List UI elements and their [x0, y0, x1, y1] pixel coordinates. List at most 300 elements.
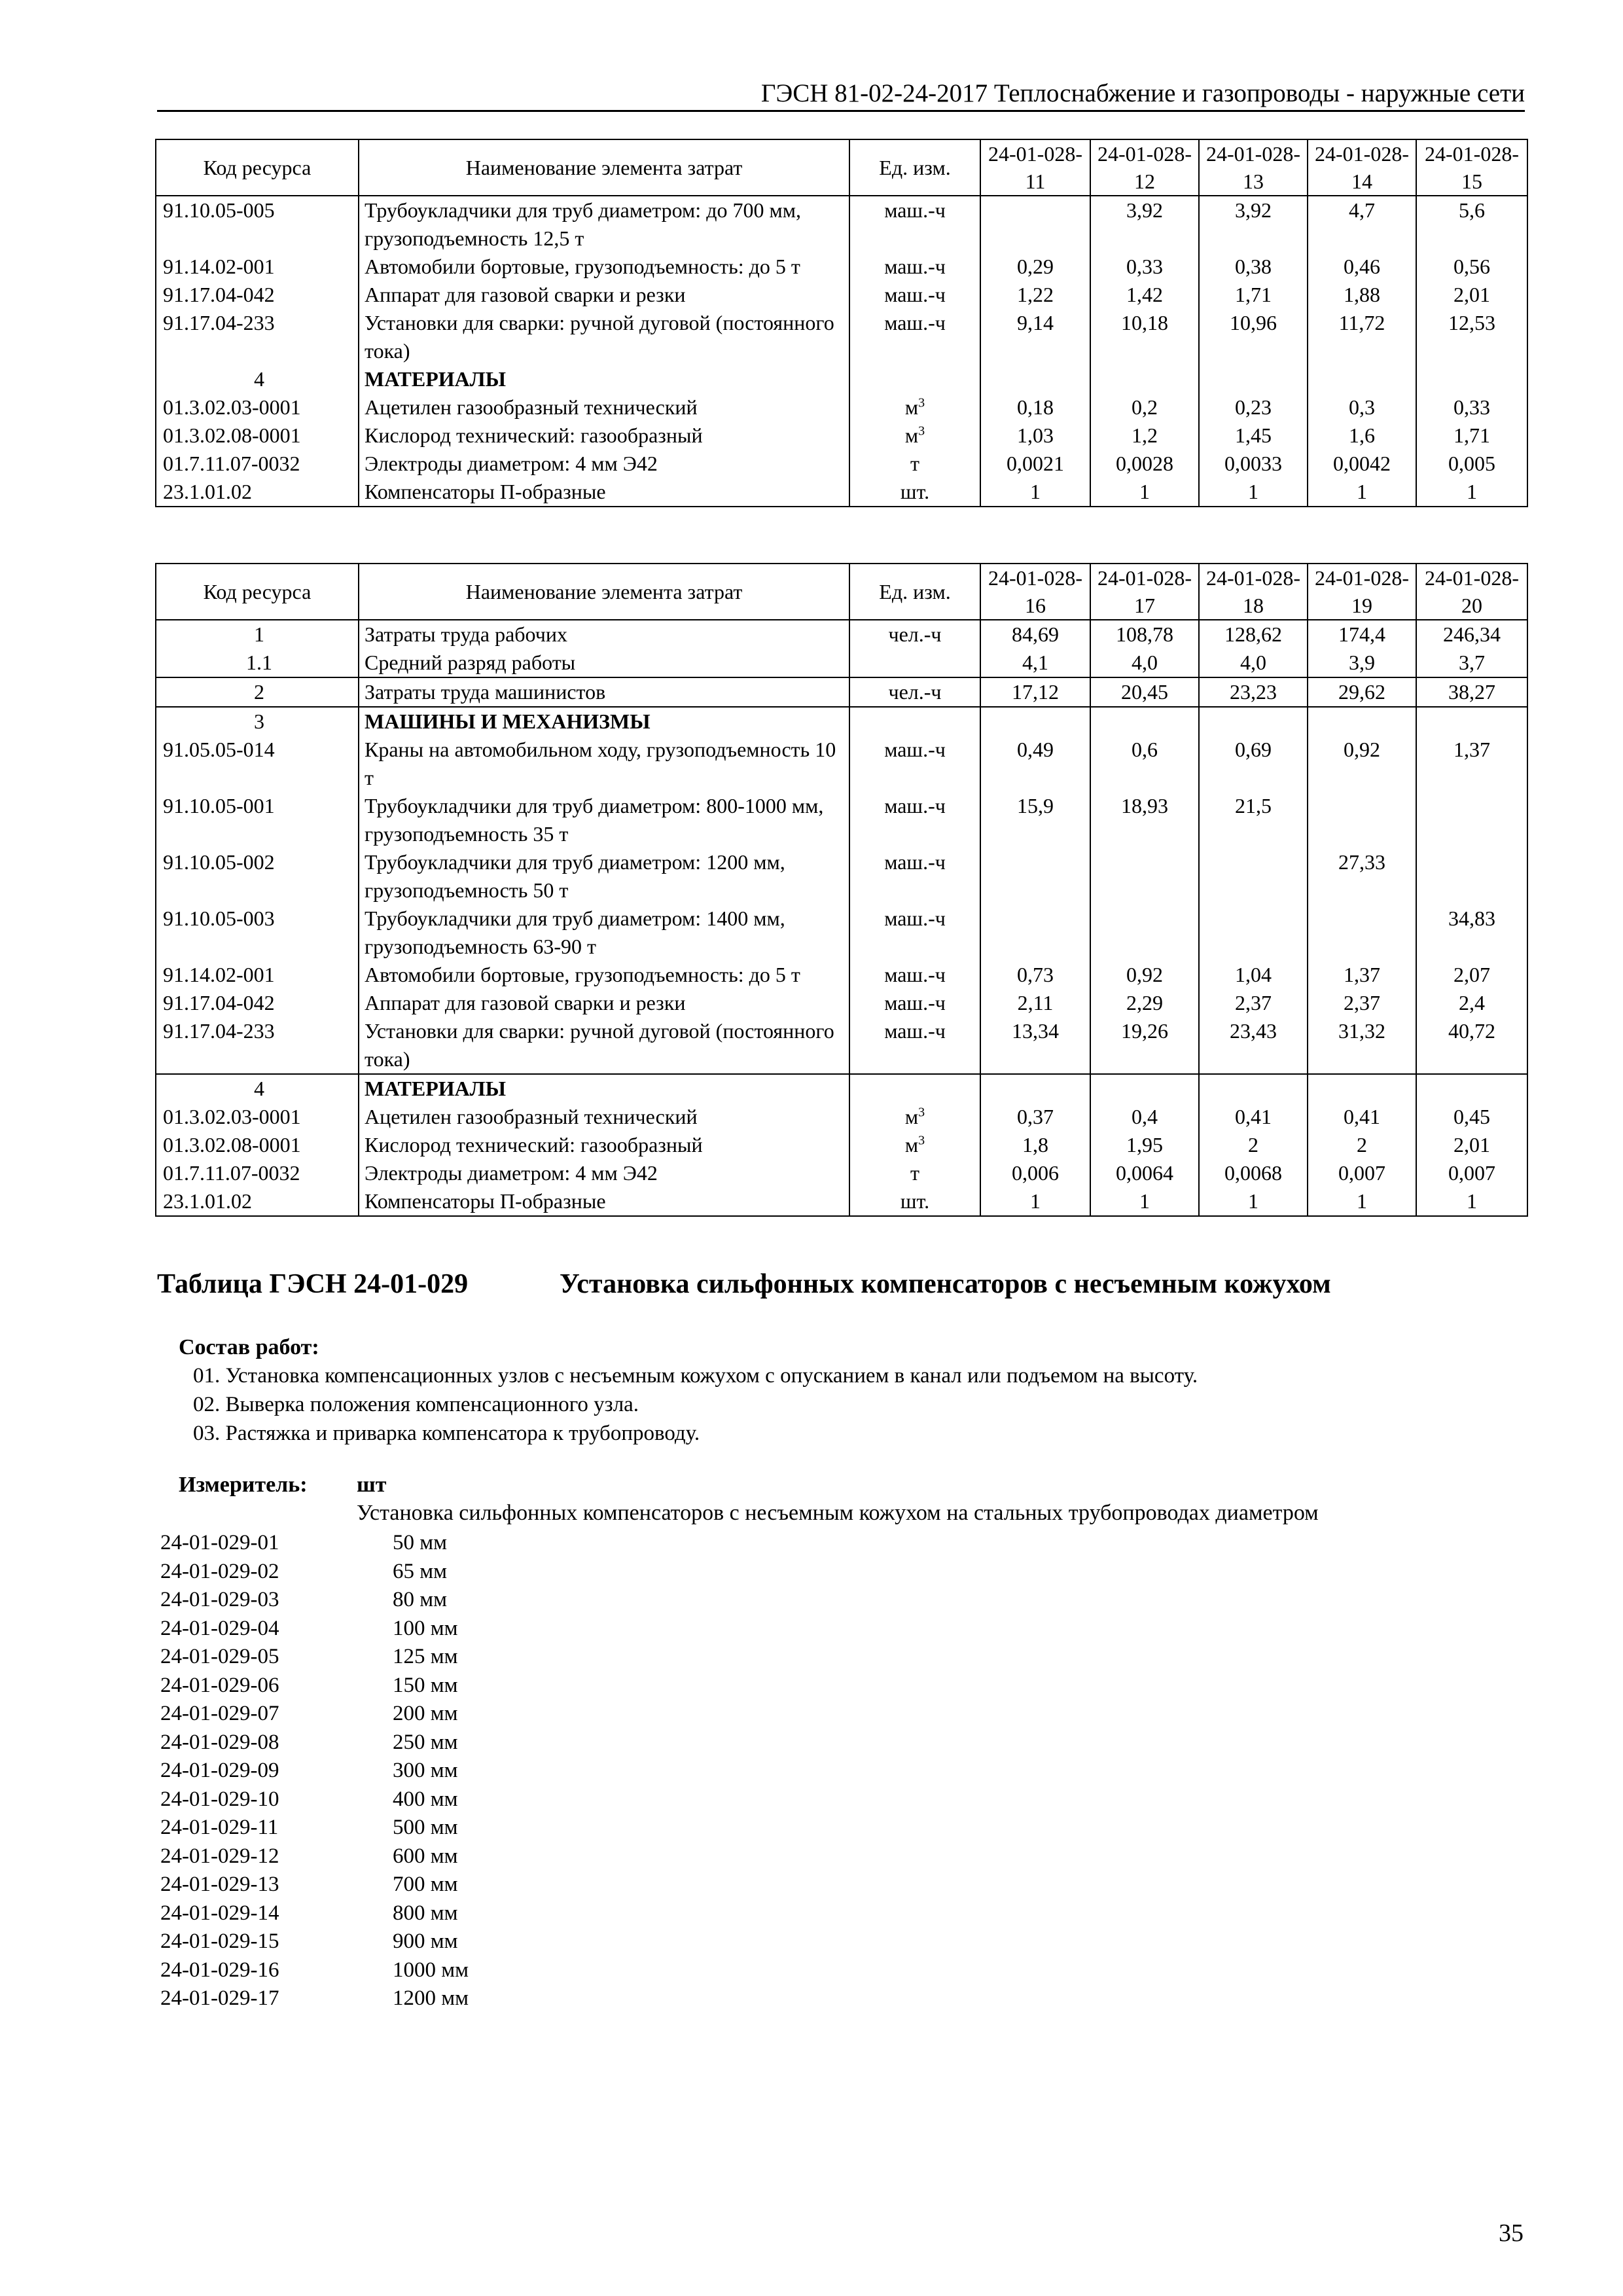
rate-value: 0,45	[1416, 1103, 1527, 1131]
page-header: ГЭСН 81-02-24-2017 Теплоснабжение и газопроводы - наружные сети	[157, 77, 1525, 112]
resource-unit: маш.-ч	[849, 905, 980, 961]
rate-diameter: 65 мм	[393, 1559, 448, 1583]
rate-code: 24-01-029-06	[160, 1673, 279, 1697]
rate-value: 0,38	[1199, 253, 1308, 281]
rate-item	[160, 1558, 469, 1587]
table-row	[156, 1131, 1527, 1159]
col-header-rate: 24-01-028-15	[1416, 139, 1527, 196]
rate-value: 1	[1199, 1187, 1308, 1216]
rate-value: 2,4	[1416, 989, 1527, 1017]
rate-value: 0,0068	[1199, 1159, 1308, 1187]
rate-item	[160, 1757, 469, 1785]
rate-item	[160, 1672, 469, 1700]
rate-value: 0,49	[980, 736, 1090, 792]
rate-value	[1416, 848, 1527, 905]
col-header-rate: 24-01-028-14	[1308, 139, 1416, 196]
rate-value: 3,92	[1090, 196, 1199, 253]
rate-value: 0,69	[1199, 736, 1308, 792]
table-header-row	[156, 139, 1527, 196]
rate-value: 38,27	[1416, 677, 1527, 707]
resource-code: 4	[156, 1074, 359, 1103]
resource-code: 91.10.05-003	[156, 905, 359, 961]
rate-value: 1,88	[1308, 281, 1416, 309]
rate-value: 2,01	[1416, 281, 1527, 309]
resource-code: 91.05.05-014	[156, 736, 359, 792]
rate-item	[160, 1586, 469, 1615]
resource-code: 4	[156, 365, 359, 393]
work-item: 01. Установка компенсационных узлов с несъемным кожухом с опусканием в канал или подъемом на высоту.	[193, 1364, 1198, 1388]
resource-name: Автомобили бортовые, грузоподъемность: до 5 т	[359, 253, 849, 281]
rate-code: 24-01-029-14	[160, 1901, 279, 1925]
rate-value: 2,37	[1199, 989, 1308, 1017]
works-list	[193, 1361, 1198, 1448]
resource-unit: маш.-ч	[849, 309, 980, 365]
resource-code: 2	[156, 677, 359, 707]
table-body	[156, 196, 1527, 507]
rate-diameter: 1200 мм	[393, 1986, 469, 2010]
col-header-rate: 24-01-028-17	[1090, 564, 1199, 620]
rate-code: 24-01-029-07	[160, 1702, 279, 1725]
rate-value: 1,42	[1090, 281, 1199, 309]
table-title	[157, 1268, 1331, 1300]
rate-value: 18,93	[1090, 792, 1199, 848]
rate-value: 3,92	[1199, 196, 1308, 253]
resource-code: 01.3.02.03-0001	[156, 1103, 359, 1131]
resource-name: Установки для сварки: ручной дуговой (постоянного тока)	[359, 1017, 849, 1074]
table-row	[156, 677, 1527, 707]
rate-code: 24-01-029-16	[160, 1958, 279, 1982]
rate-value: 0,41	[1199, 1103, 1308, 1131]
rate-value: 17,12	[980, 677, 1090, 707]
rate-diameter: 700 мм	[393, 1873, 458, 1896]
rate-value	[1308, 1074, 1416, 1103]
rate-value: 2,37	[1308, 989, 1416, 1017]
rate-value: 1	[1199, 478, 1308, 507]
rate-value: 11,72	[1308, 309, 1416, 365]
rate-value	[1416, 792, 1527, 848]
rate-value: 2,29	[1090, 989, 1199, 1017]
rate-value: 9,14	[980, 309, 1090, 365]
resource-table-028-11-15	[155, 139, 1528, 507]
col-header-rate: 24-01-028-12	[1090, 139, 1199, 196]
table-row	[156, 309, 1527, 365]
resource-code: 91.17.04-042	[156, 281, 359, 309]
rate-value: 3,7	[1416, 649, 1527, 677]
rate-value: 84,69	[980, 620, 1090, 649]
table-heading: Установка сильфонных компенсаторов с несъемным кожухом	[560, 1269, 1331, 1299]
rate-code: 24-01-029-12	[160, 1844, 279, 1868]
rate-value: 1,37	[1416, 736, 1527, 792]
rate-diameter: 150 мм	[393, 1673, 458, 1697]
col-header-rate: 24-01-028-20	[1416, 564, 1527, 620]
rate-value: 1,71	[1416, 422, 1527, 450]
rate-diameter: 600 мм	[393, 1844, 458, 1868]
resource-name: Автомобили бортовые, грузоподъемность: до 5 т	[359, 961, 849, 989]
resource-code: 1.1	[156, 649, 359, 677]
rate-value: 0,005	[1416, 450, 1527, 478]
rate-value	[980, 365, 1090, 393]
measure-description: Установка сильфонных компенсаторов с несъемным кожухом на стальных трубопроводах диаметром	[357, 1501, 1319, 1525]
resource-unit: шт.	[849, 1187, 980, 1216]
rate-value: 34,83	[1416, 905, 1527, 961]
resource-name: Установки для сварки: ручной дуговой (постоянного тока)	[359, 309, 849, 365]
rate-value	[1199, 707, 1308, 736]
rate-item	[160, 1956, 469, 1985]
table-row	[156, 1187, 1527, 1216]
rate-value: 246,34	[1416, 620, 1527, 649]
rate-diameter: 125 мм	[393, 1645, 458, 1668]
rate-item	[160, 1814, 469, 1842]
rate-value: 0,2	[1090, 393, 1199, 422]
rate-item	[160, 1984, 469, 2013]
rate-value: 4,1	[980, 649, 1090, 677]
resource-name: Трубоукладчики для труб диаметром: 1400 мм, грузоподъемность 63-90 т	[359, 905, 849, 961]
page-number: 35	[1499, 2219, 1524, 2247]
resource-unit: маш.-ч	[849, 848, 980, 905]
resource-code: 3	[156, 707, 359, 736]
rate-value: 0,23	[1199, 393, 1308, 422]
rate-value: 2	[1199, 1131, 1308, 1159]
resource-name: Ацетилен газообразный технический	[359, 393, 849, 422]
rate-diameter: 900 мм	[393, 1929, 458, 1953]
rate-value: 0,33	[1090, 253, 1199, 281]
rate-value: 0,18	[980, 393, 1090, 422]
rate-value: 0,41	[1308, 1103, 1416, 1131]
rate-code: 24-01-029-10	[160, 1787, 279, 1811]
rate-value: 0,0033	[1199, 450, 1308, 478]
resource-unit: маш.-ч	[849, 792, 980, 848]
measure-unit: шт	[357, 1473, 387, 1497]
rate-value: 4,0	[1199, 649, 1308, 677]
rate-value: 3,9	[1308, 649, 1416, 677]
rate-value: 174,4	[1308, 620, 1416, 649]
rate-item	[160, 1529, 469, 1558]
table-row	[156, 961, 1527, 989]
resource-name: Аппарат для газовой сварки и резки	[359, 989, 849, 1017]
rate-item	[160, 1615, 469, 1643]
rate-value	[1090, 905, 1199, 961]
table-row	[156, 1103, 1527, 1131]
rate-value	[1090, 848, 1199, 905]
rate-value: 2,11	[980, 989, 1090, 1017]
work-item: 03. Растяжка и приварка компенсатора к трубопроводу.	[193, 1422, 700, 1445]
rate-value	[1308, 792, 1416, 848]
resource-unit	[849, 707, 980, 736]
rate-value: 1,6	[1308, 422, 1416, 450]
table-row	[156, 1017, 1527, 1074]
rate-value: 10,96	[1199, 309, 1308, 365]
rate-value: 0,73	[980, 961, 1090, 989]
rate-value: 0,3	[1308, 393, 1416, 422]
rate-value	[980, 1074, 1090, 1103]
rate-value: 2,01	[1416, 1131, 1527, 1159]
rate-value: 40,72	[1416, 1017, 1527, 1074]
resource-unit: чел.-ч	[849, 620, 980, 649]
rate-value	[1308, 365, 1416, 393]
resource-unit: маш.-ч	[849, 961, 980, 989]
rate-code: 24-01-029-09	[160, 1759, 279, 1782]
table-row	[156, 196, 1527, 253]
resource-name: Компенсаторы П-образные	[359, 1187, 849, 1216]
rate-value	[1090, 1074, 1199, 1103]
rate-item	[160, 1643, 469, 1672]
resource-unit: маш.-ч	[849, 989, 980, 1017]
section-row	[156, 365, 1527, 393]
resource-unit: $м^3$	[849, 1131, 980, 1159]
table-row	[156, 253, 1527, 281]
rate-diameter: 80 мм	[393, 1588, 448, 1611]
resource-name: Кислород технический: газообразный	[359, 422, 849, 450]
table-row	[156, 620, 1527, 649]
rate-value: 0,6	[1090, 736, 1199, 792]
measure-label: Измеритель:	[179, 1473, 308, 1497]
rate-value	[980, 707, 1090, 736]
rate-value: 1,37	[1308, 961, 1416, 989]
rate-code: 24-01-029-08	[160, 1730, 279, 1754]
resource-name: Электроды диаметром: 4 мм Э42	[359, 1159, 849, 1187]
table-row	[156, 905, 1527, 961]
col-header-code: Код ресурса	[156, 564, 359, 620]
resource-unit: $м^3$	[849, 1103, 980, 1131]
resource-name: Краны на автомобильном ходу, грузоподъемность 10 т	[359, 736, 849, 792]
rate-value: 1,71	[1199, 281, 1308, 309]
rate-value	[980, 905, 1090, 961]
col-header-code: Код ресурса	[156, 139, 359, 196]
resource-unit: маш.-ч	[849, 281, 980, 309]
rate-code: 24-01-029-11	[160, 1816, 279, 1839]
resource-name: Трубоукладчики для труб диаметром: до 700 мм, грузоподъемность 12,5 т	[359, 196, 849, 253]
section-row	[156, 1074, 1527, 1103]
resource-unit: маш.-ч	[849, 253, 980, 281]
resource-unit: т	[849, 450, 980, 478]
col-header-rate: 24-01-028-19	[1308, 564, 1416, 620]
rate-value: 29,62	[1308, 677, 1416, 707]
rate-value: 1,2	[1090, 422, 1199, 450]
resource-unit	[849, 649, 980, 677]
rate-value: 1,8	[980, 1131, 1090, 1159]
table-row	[156, 1159, 1527, 1187]
resource-unit	[849, 1074, 980, 1103]
col-header-unit: Ед. изм.	[849, 564, 980, 620]
resource-unit: чел.-ч	[849, 677, 980, 707]
rate-diameter: 250 мм	[393, 1730, 458, 1754]
rate-value: 23,23	[1199, 677, 1308, 707]
rate-value	[1199, 905, 1308, 961]
resource-name: Компенсаторы П-образные	[359, 478, 849, 507]
col-header-rate: 24-01-028-11	[980, 139, 1090, 196]
resource-name: Кислород технический: газообразный	[359, 1131, 849, 1159]
resource-code: 01.7.11.07-0032	[156, 450, 359, 478]
resource-code: 91.10.05-005	[156, 196, 359, 253]
resource-name: Затраты труда рабочих	[359, 620, 849, 649]
resource-code: 91.14.02-001	[156, 253, 359, 281]
resource-name: МАШИНЫ И МЕХАНИЗМЫ	[359, 707, 849, 736]
rate-value: 31,32	[1308, 1017, 1416, 1074]
rate-diameter: 200 мм	[393, 1702, 458, 1725]
col-header-rate: 24-01-028-16	[980, 564, 1090, 620]
rate-value: 0,0021	[980, 450, 1090, 478]
rate-value: 0,92	[1090, 961, 1199, 989]
rate-value: 128,62	[1199, 620, 1308, 649]
rate-value: 1,22	[980, 281, 1090, 309]
table-row	[156, 649, 1527, 677]
rate-value: 0,006	[980, 1159, 1090, 1187]
resource-unit: $м^3$	[849, 422, 980, 450]
rate-value: 0,92	[1308, 736, 1416, 792]
rate-diameter: 100 мм	[393, 1616, 458, 1640]
rate-item	[160, 1700, 469, 1729]
rate-value	[1090, 707, 1199, 736]
rate-value: 12,53	[1416, 309, 1527, 365]
resource-code: 91.17.04-233	[156, 1017, 359, 1074]
rate-item	[160, 1842, 469, 1871]
rate-diameter: 300 мм	[393, 1759, 458, 1782]
table-row	[156, 422, 1527, 450]
section-row	[156, 707, 1527, 736]
rate-value: 0,0042	[1308, 450, 1416, 478]
rate-value: 2	[1308, 1131, 1416, 1159]
rate-value	[1199, 365, 1308, 393]
rate-value	[1199, 848, 1308, 905]
resource-unit	[849, 365, 980, 393]
resource-unit: $м^3$	[849, 393, 980, 422]
rate-code: 24-01-029-13	[160, 1873, 279, 1896]
table-row	[156, 736, 1527, 792]
rate-value: 108,78	[1090, 620, 1199, 649]
table-number: Таблица ГЭСН 24-01-029	[157, 1269, 469, 1299]
rate-value: 0,007	[1308, 1159, 1416, 1187]
rate-value	[1416, 707, 1527, 736]
rate-value: 1	[980, 478, 1090, 507]
col-header-name: Наименование элемента затрат	[359, 564, 849, 620]
resource-unit: шт.	[849, 478, 980, 507]
col-header-rate: 24-01-028-13	[1199, 139, 1308, 196]
rate-diameter: 1000 мм	[393, 1958, 469, 1982]
rate-value: 1,04	[1199, 961, 1308, 989]
rate-value: 4,7	[1308, 196, 1416, 253]
col-header-name: Наименование элемента затрат	[359, 139, 849, 196]
rate-value: 21,5	[1199, 792, 1308, 848]
resource-unit: маш.-ч	[849, 196, 980, 253]
rate-value: 27,33	[1308, 848, 1416, 905]
rate-value: 23,43	[1199, 1017, 1308, 1074]
rate-value: 0,37	[980, 1103, 1090, 1131]
col-header-unit: Ед. изм.	[849, 139, 980, 196]
rate-code: 24-01-029-03	[160, 1588, 279, 1611]
rate-value: 0,0064	[1090, 1159, 1199, 1187]
rate-diameter: 800 мм	[393, 1901, 458, 1925]
rate-item	[160, 1899, 469, 1928]
resource-name: Затраты труда машинистов	[359, 677, 849, 707]
resource-code: 91.14.02-001	[156, 961, 359, 989]
rate-diameter: 50 мм	[393, 1531, 448, 1554]
resource-code: 23.1.01.02	[156, 478, 359, 507]
work-item: 02. Выверка положения компенсационного узла.	[193, 1393, 639, 1416]
resource-code: 01.3.02.08-0001	[156, 1131, 359, 1159]
resource-code: 1	[156, 620, 359, 649]
rate-value: 0,46	[1308, 253, 1416, 281]
resource-name: МАТЕРИАЛЫ	[359, 365, 849, 393]
rate-diameter: 400 мм	[393, 1787, 458, 1811]
rate-code: 24-01-029-05	[160, 1645, 279, 1668]
resource-code: 01.3.02.03-0001	[156, 393, 359, 422]
rate-code: 24-01-029-17	[160, 1986, 279, 2010]
rate-item	[160, 1785, 469, 1814]
col-header-rate: 24-01-028-18	[1199, 564, 1308, 620]
resource-code: 91.17.04-233	[156, 309, 359, 365]
resource-name: Трубоукладчики для труб диаметром: 1200 мм, грузоподъемность 50 т	[359, 848, 849, 905]
rate-item	[160, 1928, 469, 1956]
rate-value: 1	[1090, 478, 1199, 507]
rate-value	[1199, 1074, 1308, 1103]
rate-value: 4,0	[1090, 649, 1199, 677]
rate-item	[160, 1871, 469, 1899]
table-row	[156, 792, 1527, 848]
resource-name: МАТЕРИАЛЫ	[359, 1074, 849, 1103]
rate-diameter: 500 мм	[393, 1816, 458, 1839]
rate-value: 1	[1308, 478, 1416, 507]
rate-value: 2,07	[1416, 961, 1527, 989]
rate-value: 15,9	[980, 792, 1090, 848]
rate-value: 1	[1308, 1187, 1416, 1216]
table-row	[156, 393, 1527, 422]
rate-code: 24-01-029-01	[160, 1531, 279, 1554]
table-row	[156, 989, 1527, 1017]
resource-code: 01.3.02.08-0001	[156, 422, 359, 450]
resource-code: 91.17.04-042	[156, 989, 359, 1017]
resource-name: Ацетилен газообразный технический	[359, 1103, 849, 1131]
table-row	[156, 848, 1527, 905]
table-row	[156, 478, 1527, 507]
resource-unit: маш.-ч	[849, 1017, 980, 1074]
rate-code: 24-01-029-02	[160, 1559, 279, 1583]
rate-code: 24-01-029-04	[160, 1616, 279, 1640]
rate-value	[1416, 1074, 1527, 1103]
rate-value: 5,6	[1416, 196, 1527, 253]
rate-item	[160, 1729, 469, 1757]
rate-code: 24-01-029-15	[160, 1929, 279, 1953]
rate-value: 1	[1416, 478, 1527, 507]
resource-code: 91.10.05-001	[156, 792, 359, 848]
rate-value: 20,45	[1090, 677, 1199, 707]
resource-table-028-16-20	[155, 563, 1528, 1217]
rate-value: 0,4	[1090, 1103, 1199, 1131]
composition-heading: Состав работ:	[179, 1335, 319, 1359]
table-row	[156, 450, 1527, 478]
resource-name: Электроды диаметром: 4 мм Э42	[359, 450, 849, 478]
resource-unit: т	[849, 1159, 980, 1187]
rate-value: 0,0028	[1090, 450, 1199, 478]
rate-value: 10,18	[1090, 309, 1199, 365]
rate-value	[1308, 707, 1416, 736]
rate-value: 13,34	[980, 1017, 1090, 1074]
rate-value	[1308, 905, 1416, 961]
resource-code: 23.1.01.02	[156, 1187, 359, 1216]
table-row	[156, 281, 1527, 309]
resource-name: Трубоукладчики для труб диаметром: 800-1000 мм, грузоподъемность 35 т	[359, 792, 849, 848]
rate-value	[980, 196, 1090, 253]
table-header-row	[156, 564, 1527, 620]
rate-value: 0,007	[1416, 1159, 1527, 1187]
rate-value	[980, 848, 1090, 905]
rate-value	[1090, 365, 1199, 393]
rates-list	[160, 1529, 469, 2013]
rate-value: 1	[980, 1187, 1090, 1216]
rate-value: 0,33	[1416, 393, 1527, 422]
rate-value: 1	[1416, 1187, 1527, 1216]
rate-value: 19,26	[1090, 1017, 1199, 1074]
rate-value: 1,45	[1199, 422, 1308, 450]
